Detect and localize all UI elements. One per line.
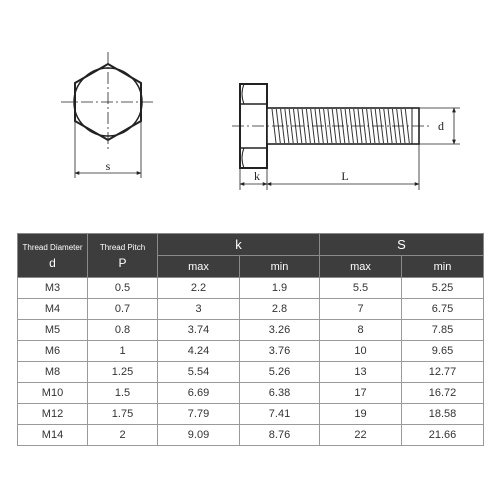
cell-s-min: 6.75 xyxy=(402,299,484,320)
cell-thread-pitch: 0.7 xyxy=(88,299,158,320)
header-group-k: k xyxy=(158,234,320,256)
header-group-s: S xyxy=(320,234,484,256)
header-k-max: max xyxy=(158,256,240,278)
header-s-max: max xyxy=(320,256,402,278)
cell-k-max: 4.24 xyxy=(158,341,240,362)
cell-k-max: 3 xyxy=(158,299,240,320)
cell-k-max: 9.09 xyxy=(158,425,240,446)
table-row xyxy=(18,278,484,299)
cell-s-max: 5.5 xyxy=(320,278,402,299)
dimension-label-s: s xyxy=(105,159,111,173)
cell-thread-pitch: 0.8 xyxy=(88,320,158,341)
cell-k-min: 1.9 xyxy=(240,278,320,299)
cell-s-min: 18.58 xyxy=(402,404,484,425)
header-k-min: min xyxy=(240,256,320,278)
cell-k-max: 7.79 xyxy=(158,404,240,425)
cell-thread-diameter: M14 xyxy=(18,425,88,446)
cell-thread-diameter: M8 xyxy=(18,362,88,383)
cell-s-min: 21.66 xyxy=(402,425,484,446)
cell-k-min: 3.26 xyxy=(240,320,320,341)
cell-k-min: 2.8 xyxy=(240,299,320,320)
cell-thread-pitch: 2 xyxy=(88,425,158,446)
cell-thread-pitch: 1.25 xyxy=(88,362,158,383)
cell-k-max: 2.2 xyxy=(158,278,240,299)
cell-thread-diameter: M6 xyxy=(18,341,88,362)
cell-thread-pitch: 1.75 xyxy=(88,404,158,425)
table-row xyxy=(18,362,484,383)
cell-thread-diameter: M10 xyxy=(18,383,88,404)
cell-k-max: 3.74 xyxy=(158,320,240,341)
dimension-label-k: k xyxy=(254,169,260,183)
table-row xyxy=(18,404,484,425)
cell-s-min: 9.65 xyxy=(402,341,484,362)
cell-k-max: 6.69 xyxy=(158,383,240,404)
table-row xyxy=(18,383,484,404)
table-row xyxy=(18,320,484,341)
cell-s-max: 8 xyxy=(320,320,402,341)
header-s-min: min xyxy=(402,256,484,278)
dimension-label-L: L xyxy=(341,169,349,183)
table-row xyxy=(18,299,484,320)
cell-s-max: 17 xyxy=(320,383,402,404)
cell-s-max: 19 xyxy=(320,404,402,425)
cell-k-min: 8.76 xyxy=(240,425,320,446)
cell-k-min: 7.41 xyxy=(240,404,320,425)
cell-k-min: 6.38 xyxy=(240,383,320,404)
header-thread-pitch: Thread Pitch P xyxy=(88,234,158,278)
cell-s-min: 12.77 xyxy=(402,362,484,383)
cell-k-min: 5.26 xyxy=(240,362,320,383)
cell-k-max: 5.54 xyxy=(158,362,240,383)
dimension-label-d: d xyxy=(438,119,444,133)
cell-s-max: 13 xyxy=(320,362,402,383)
cell-s-min: 7.85 xyxy=(402,320,484,341)
cell-s-max: 7 xyxy=(320,299,402,320)
bolt-technical-drawing xyxy=(0,0,500,225)
cell-s-max: 22 xyxy=(320,425,402,446)
cell-thread-pitch: 1 xyxy=(88,341,158,362)
cell-thread-diameter: M5 xyxy=(18,320,88,341)
cell-thread-diameter: M12 xyxy=(18,404,88,425)
header-thread-diameter: Thread Diameter d xyxy=(18,234,88,278)
cell-k-min: 3.76 xyxy=(240,341,320,362)
cell-thread-diameter: M3 xyxy=(18,278,88,299)
table-row xyxy=(18,425,484,446)
cell-thread-diameter: M4 xyxy=(18,299,88,320)
cell-s-max: 10 xyxy=(320,341,402,362)
cell-s-min: 16.72 xyxy=(402,383,484,404)
cell-thread-pitch: 1.5 xyxy=(88,383,158,404)
cell-s-min: 5.25 xyxy=(402,278,484,299)
cell-thread-pitch: 0.5 xyxy=(88,278,158,299)
table-row xyxy=(18,341,484,362)
hex-bolt-dimension-table xyxy=(17,233,484,446)
